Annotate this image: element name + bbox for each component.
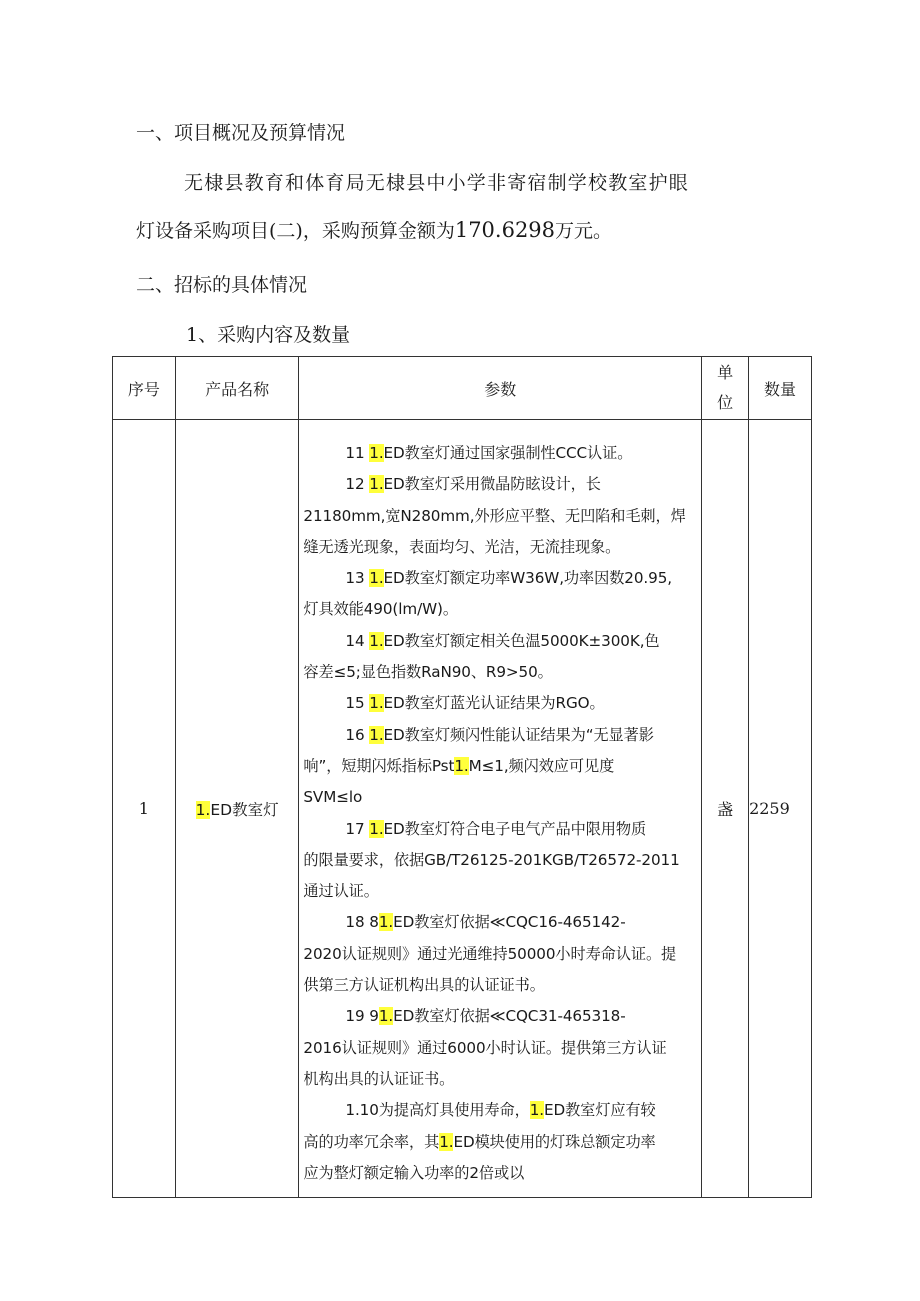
- param-text: ED教室灯依据≪CQC31-465318-: [393, 1007, 626, 1026]
- row-product-name: [175, 420, 299, 1198]
- param-highlight: 1.: [529, 1101, 544, 1120]
- param-continuation: SVM≤lo: [303, 788, 363, 807]
- param-continuation: [303, 1127, 691, 1158]
- row-qty: 2259: [749, 420, 812, 1198]
- param-subnumber: 8: [364, 913, 379, 932]
- row-params: [299, 420, 702, 1198]
- row-unit: 盏: [702, 420, 749, 1198]
- name-highlight: 1.: [195, 800, 211, 819]
- param-text: 高的功率冗余率，其: [303, 1132, 440, 1151]
- param-subnumber: 9: [364, 1007, 379, 1026]
- header-qty: 数量: [749, 357, 812, 420]
- param-text: 1.10为提高灯具使用寿命，: [345, 1101, 530, 1120]
- param-text: ED教室灯通过国家强制性CCC认证。: [383, 444, 633, 462]
- budget-suffix: 万元。: [555, 220, 613, 242]
- param-item: [303, 907, 691, 938]
- header-no: 序号: [113, 357, 176, 420]
- param-number: 16: [345, 725, 370, 744]
- param-continuation: [303, 751, 691, 782]
- param-text: ED教室灯采用微晶防眩设计，长: [383, 475, 601, 494]
- param-item: [303, 1001, 691, 1032]
- procurement-table: [112, 356, 812, 1198]
- param-text: ED教室灯依据≪CQC16-465142-: [393, 913, 626, 932]
- param-highlight: 1.: [378, 913, 394, 932]
- param-highlight: 1.: [454, 756, 469, 775]
- params-list: [299, 420, 701, 1195]
- param-number: 14: [345, 631, 370, 650]
- param-number: 18: [345, 913, 365, 932]
- param-continuation: 2020认证规则》通过光通维持50000小时寿命认证。提: [303, 944, 677, 963]
- table-header-row: [113, 357, 812, 420]
- param-highlight: 1.: [378, 1007, 394, 1026]
- budget-amount: 170.6298: [454, 218, 556, 242]
- param-highlight: 1.: [369, 475, 384, 494]
- section2-heading: 二、招标的具体情况: [136, 274, 308, 296]
- param-highlight: 1.: [369, 694, 384, 713]
- param-item: [303, 626, 691, 657]
- param-continuation: 2016认证规则》通过6000小时认证。提供第三方认证: [303, 1038, 667, 1057]
- param-continuation: 机构出具的认证证书。: [303, 1069, 455, 1088]
- param-item: [303, 563, 691, 594]
- param-highlight: 1.: [369, 819, 384, 838]
- param-highlight: 1.: [369, 725, 384, 744]
- header-name: 产品名称: [175, 357, 299, 420]
- section2-subheading: 1、采购内容及数量: [186, 324, 351, 346]
- param-number: 17: [345, 819, 370, 838]
- param-highlight: 1.: [369, 631, 384, 650]
- param-highlight: 1.: [439, 1132, 454, 1151]
- param-item: [303, 1095, 691, 1126]
- section1-para-line1: 无棣县教育和体育局无棣县中小学非寄宿制学校教室护眼: [184, 172, 690, 194]
- header-params: 参数: [299, 357, 702, 420]
- param-item: [303, 438, 691, 469]
- param-number: 11: [345, 444, 370, 462]
- param-continuation: 灯具效能490(lm/W)。: [303, 600, 458, 619]
- param-text: ED教室灯应有较: [543, 1101, 656, 1120]
- param-text: 响”，短期闪烁指标Pst: [303, 756, 455, 775]
- param-continuation: 容差≤5;显色指数RaN90、R9>50。: [303, 663, 553, 682]
- param-item: [303, 720, 691, 751]
- param-number: 19: [345, 1007, 365, 1026]
- header-unit: [702, 357, 749, 420]
- row-no: 1: [113, 420, 176, 1198]
- header-unit-line2: 位: [717, 393, 734, 412]
- param-item: [303, 814, 691, 845]
- param-text: ED教室灯蓝光认证结果为RGO。: [383, 694, 605, 713]
- param-text: ED教室灯额定功率W36W,功率因数20.95,: [383, 569, 672, 588]
- param-text: M≤1,频闪效应可见度: [468, 756, 615, 775]
- param-item: [303, 688, 691, 719]
- table-row: [113, 420, 812, 1198]
- param-continuation: 21180mm,宽N280mm,外形应平整、无凹陷和毛刺，焊: [303, 506, 686, 525]
- param-text: ED模块使用的灯珠总额定功率: [453, 1132, 656, 1151]
- param-continuation: 缝无透光现象，表面均匀、光洁，无流挂现象。: [303, 537, 621, 556]
- name-rest: ED教室灯: [210, 800, 279, 819]
- param-text: ED教室灯额定相关色温5000K±300K,色: [383, 631, 660, 650]
- section1-heading: 一、项目概况及预算情况: [136, 122, 346, 144]
- param-continuation: 供第三方认证机构出具的认证证书。: [303, 976, 545, 995]
- param-text: ED教室灯符合电子电气产品中限用物质: [383, 819, 647, 838]
- header-unit-line1: 单: [717, 363, 734, 382]
- param-item: [303, 469, 691, 500]
- param-number: 15: [345, 694, 370, 713]
- section1-para-line2: [136, 216, 612, 243]
- param-continuation: 的限量要求，依据GB/T26125-201KGB/T26572-2011: [303, 850, 680, 869]
- budget-prefix: 灯设备采购项目(二)，采购预算金额为: [136, 220, 455, 242]
- param-text: ED教室灯频闪性能认证结果为“无显著影: [383, 725, 654, 744]
- param-highlight: 1.: [369, 444, 384, 462]
- param-continuation: 应为整灯额定输入功率的2倍或以: [303, 1163, 525, 1182]
- param-number: 12: [345, 475, 370, 494]
- param-number: 13: [345, 569, 370, 588]
- param-highlight: 1.: [369, 569, 384, 588]
- param-continuation: 通过认证。: [303, 882, 379, 901]
